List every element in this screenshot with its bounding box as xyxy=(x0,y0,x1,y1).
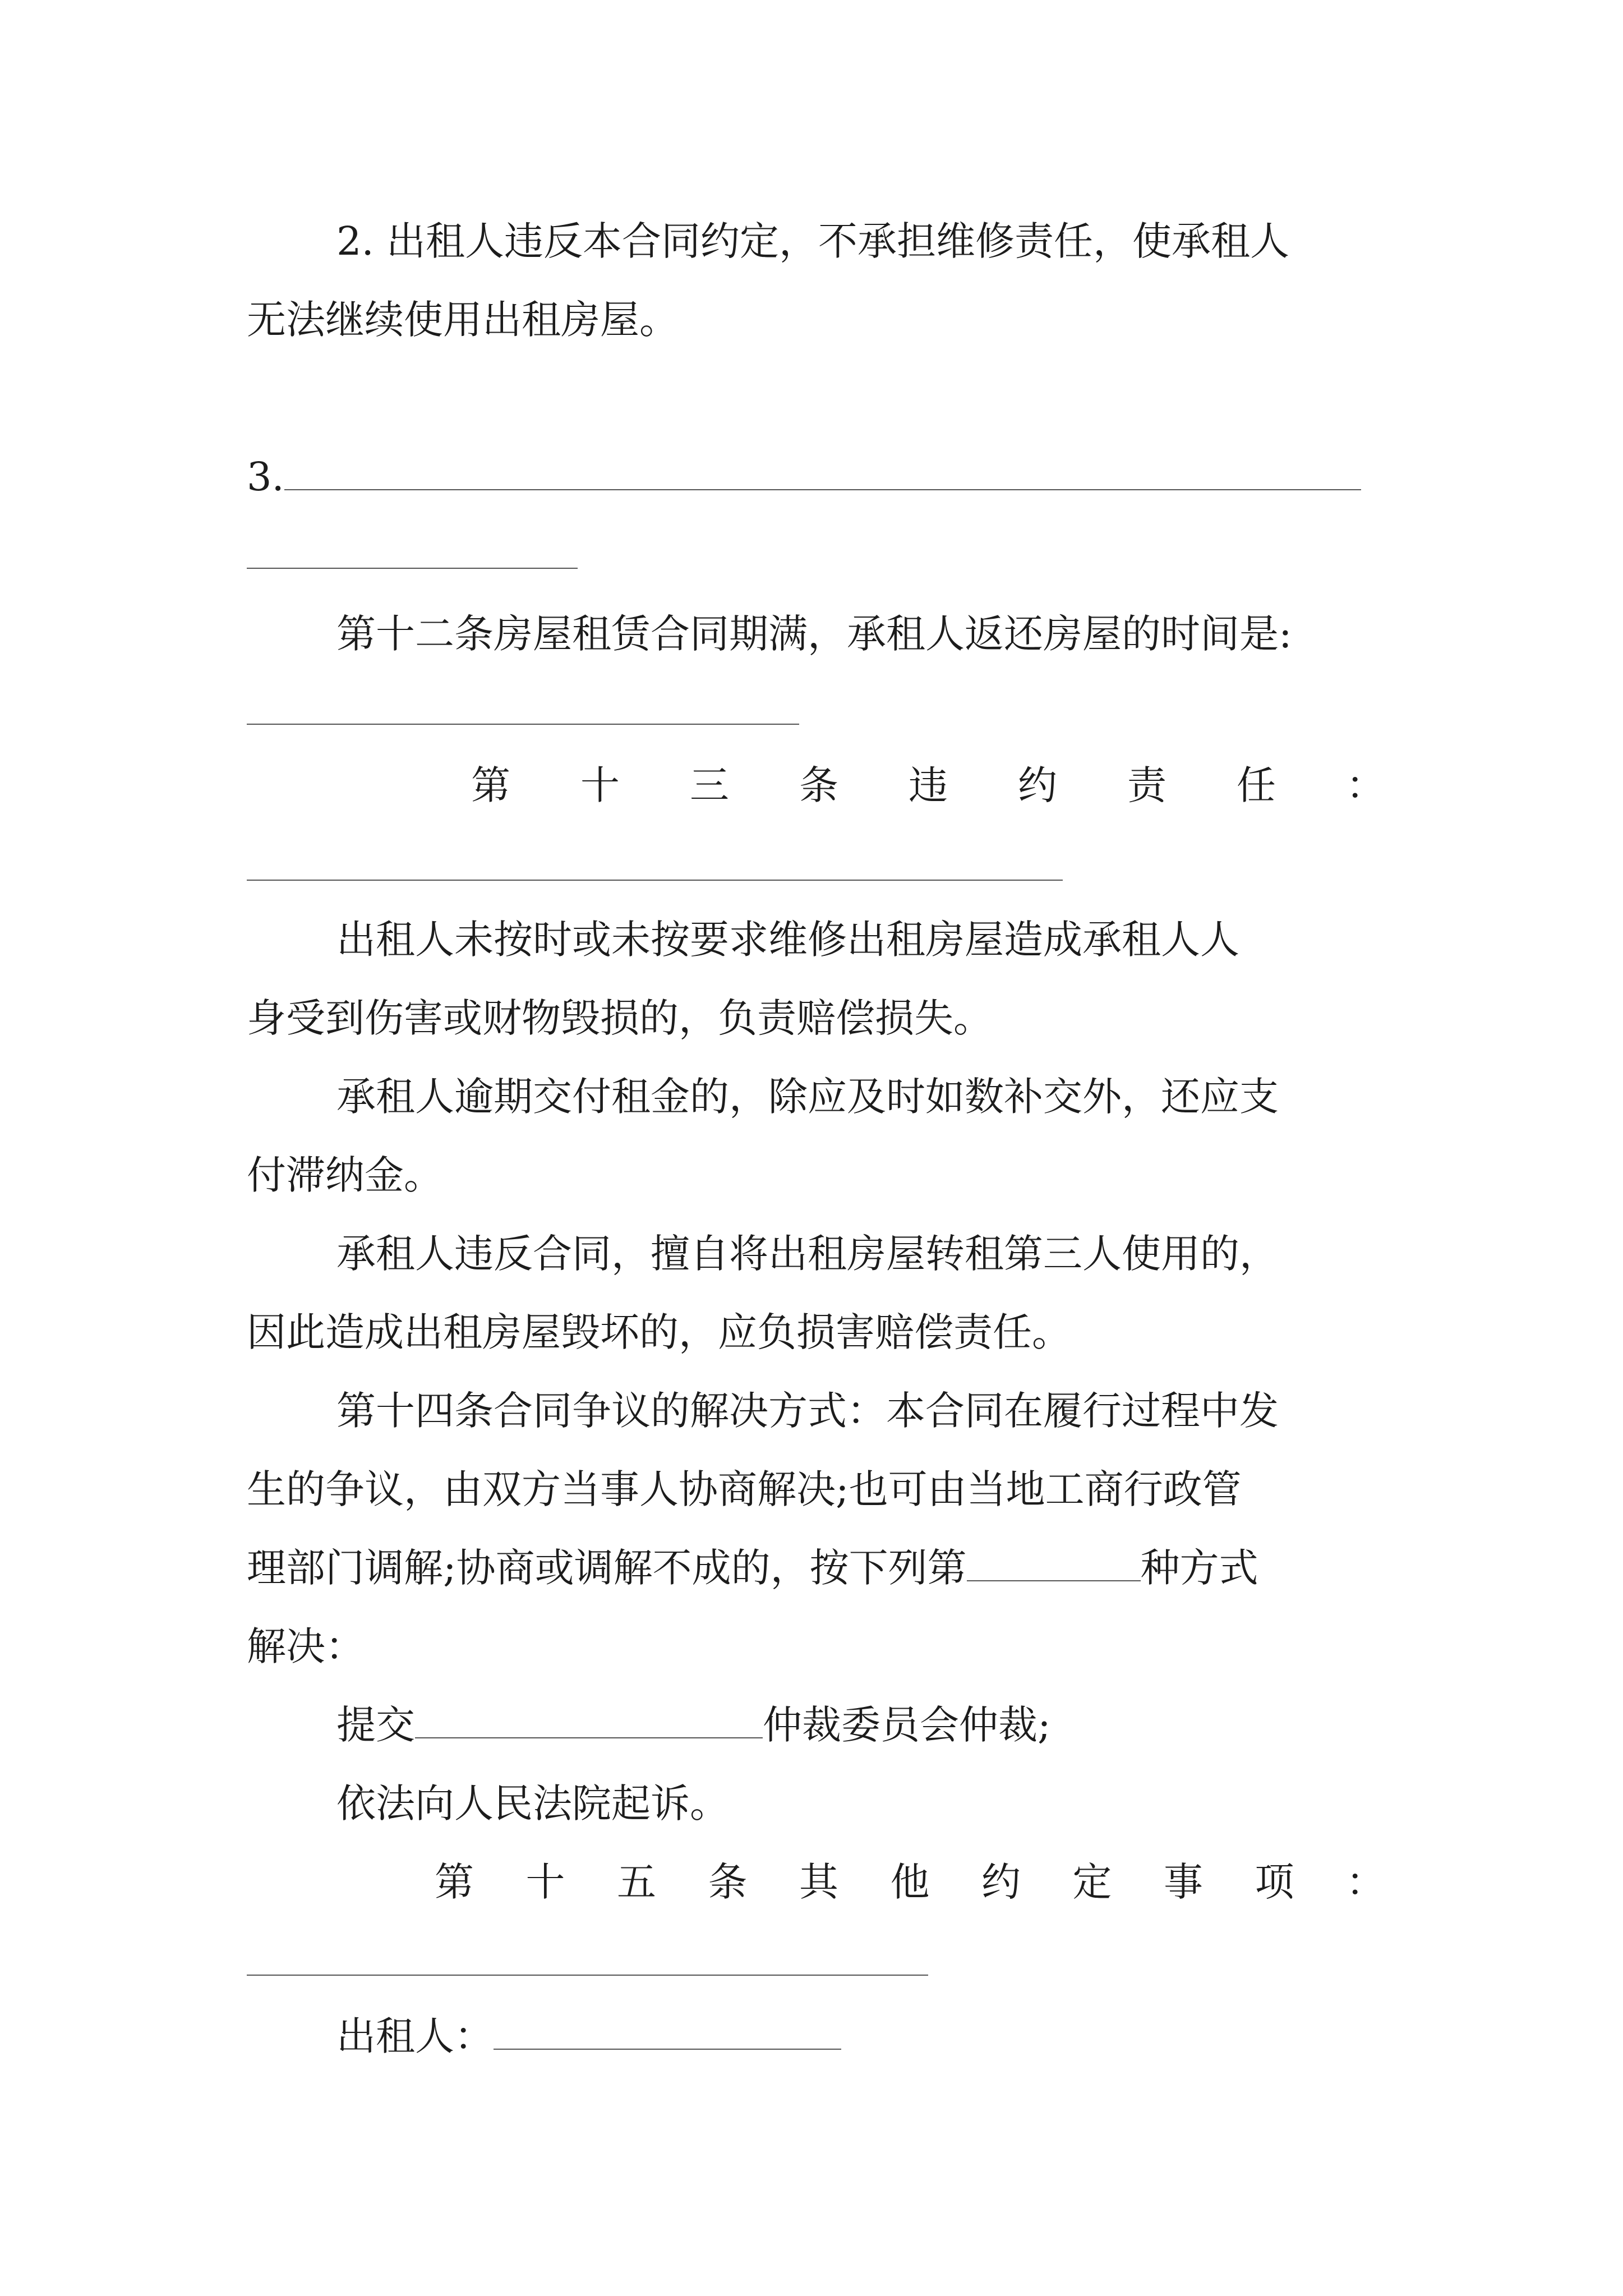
clause-14-line-1: 第十四条合同争议的解决方式：本合同在履行过程中发 xyxy=(336,1388,1279,1434)
heading-char: 事 xyxy=(1164,1859,1203,1905)
clause-14-line-3 xyxy=(247,1543,1385,1593)
clause-11-item-2-line-2: 无法继续使用出租房屋。 xyxy=(247,297,679,343)
clause-15-other-matters-blank[interactable] xyxy=(247,1975,928,1976)
heading-char: 十 xyxy=(525,1859,565,1905)
heading-char: ： xyxy=(1346,762,1385,808)
heading-char: 十 xyxy=(580,762,620,808)
clause-11-item-2-line-1: 2. 出租人违反本合同约定，不承担维修责任，使承租人 xyxy=(336,218,1290,264)
clause-15-heading xyxy=(435,1857,1385,1907)
clause-14-line-3-before: 理部门调解;协商或调解不成的，按下列第 xyxy=(247,1545,967,1591)
clause-11-item-3 xyxy=(247,452,1385,502)
heading-char: 约 xyxy=(981,1859,1021,1905)
clause-13-p2-line-1: 承租人逾期交付租金的，除应及时如数补交外，还应支 xyxy=(336,1074,1279,1120)
heading-char: ： xyxy=(1346,1859,1385,1905)
heading-char: 第 xyxy=(471,762,510,808)
clause-13-p2-line-2: 付滞纳金。 xyxy=(247,1152,443,1198)
item-3-label: 3. xyxy=(247,454,284,500)
clause-14-line-4: 解决： xyxy=(247,1623,365,1669)
heading-char: 五 xyxy=(617,1859,656,1905)
heading-char: 条 xyxy=(799,762,838,808)
lessor-signature-blank[interactable] xyxy=(494,2015,841,2050)
arbitration-committee-blank[interactable] xyxy=(415,1704,763,1738)
item-3-blank-line[interactable] xyxy=(284,455,1361,490)
clause-14-option-1 xyxy=(336,1700,1385,1750)
signature-lessor xyxy=(336,2011,1385,2062)
heading-char: 定 xyxy=(1072,1859,1112,1905)
heading-char: 约 xyxy=(1018,762,1057,808)
clause-14-line-2: 生的争议，由双方当事人协商解决;也可由当地工商行政管 xyxy=(247,1466,1242,1512)
heading-char: 项 xyxy=(1255,1859,1294,1905)
clause-13-liability-blank[interactable] xyxy=(247,880,1063,881)
dispute-method-number-blank[interactable] xyxy=(967,1547,1141,1581)
clause-13-p3-line-1: 承租人违反合同，擅自将出租房屋转租第三人使用的， xyxy=(336,1231,1279,1277)
heading-char: 第 xyxy=(435,1859,474,1905)
option-1-after: 仲裁委员会仲裁; xyxy=(763,1702,1051,1748)
clause-14-line-3-after: 种方式 xyxy=(1140,1545,1258,1591)
lessor-label: 出租人： xyxy=(336,2013,494,2059)
heading-char: 责 xyxy=(1127,762,1166,808)
clause-12-text: 第十二条房屋租赁合同期满，承租人返还房屋的时间是: xyxy=(336,611,1292,657)
heading-char: 条 xyxy=(708,1859,748,1905)
clause-13-p1-line-1: 出租人未按时或未按要求维修出租房屋造成承租人人 xyxy=(336,917,1239,963)
clause-13-p3-line-2: 因此造成出租房屋毁坏的，应负损害赔偿责任。 xyxy=(247,1309,1071,1355)
clause-13-p1-line-2: 身受到伤害或财物毁损的，负责赔偿损失。 xyxy=(247,995,993,1041)
heading-char: 任 xyxy=(1237,762,1276,808)
clause-13-heading xyxy=(471,760,1385,811)
clause-12-return-time-blank[interactable] xyxy=(247,724,799,725)
heading-char: 他 xyxy=(890,1859,930,1905)
heading-char: 三 xyxy=(690,762,729,808)
item-3-continuation-blank[interactable] xyxy=(247,568,578,569)
option-1-before: 提交 xyxy=(336,1702,415,1748)
clause-14-option-2: 依法向人民法院起诉。 xyxy=(336,1780,729,1826)
heading-char: 其 xyxy=(799,1859,838,1905)
heading-char: 违 xyxy=(909,762,948,808)
